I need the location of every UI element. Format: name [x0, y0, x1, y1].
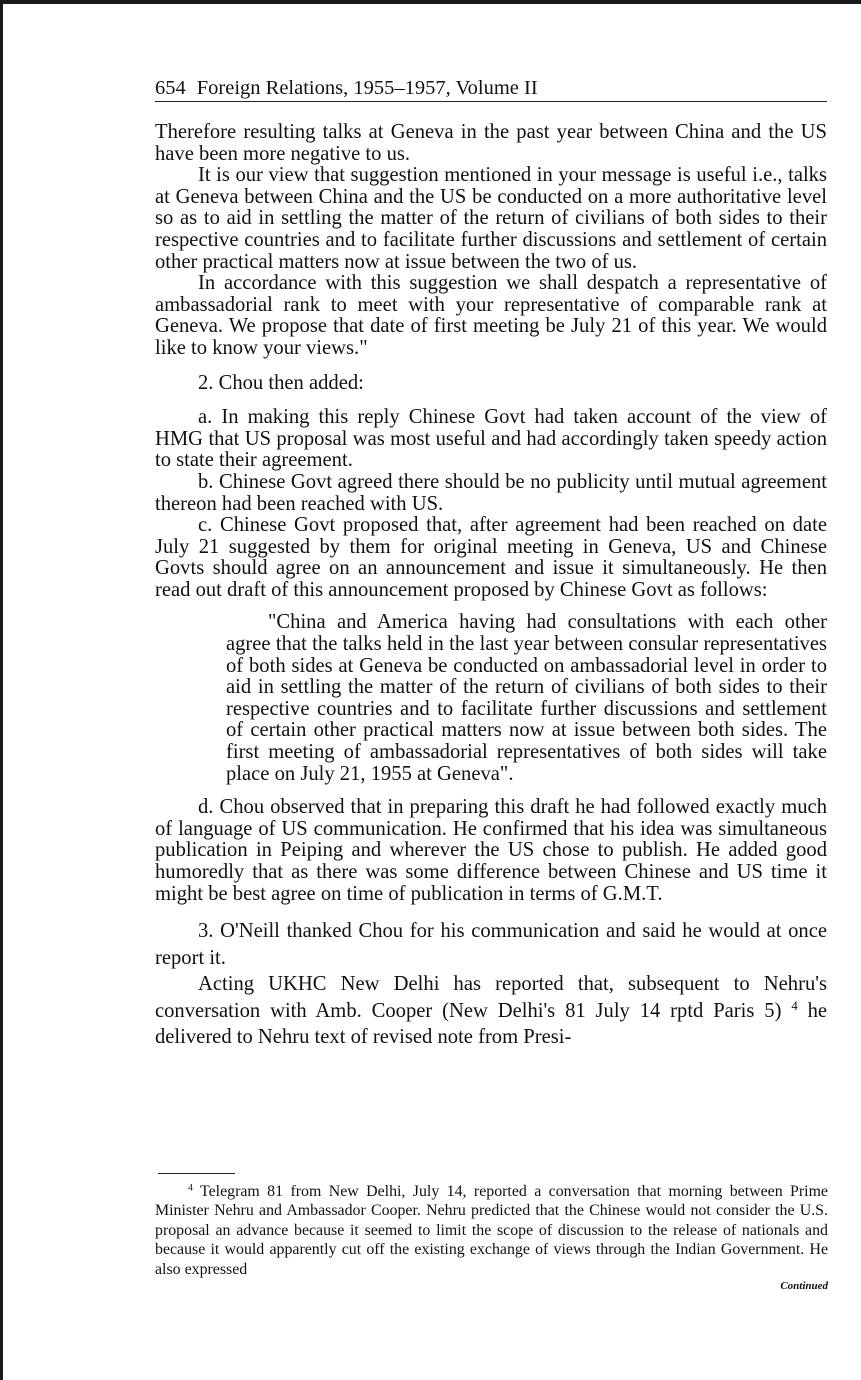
closing-block — [155, 918, 827, 1051]
list-item-a: a. In making this reply Chinese Govt had taken account of the view of HMG that US proposal was most useful and had accordingly taken speedy action to state their agreement. — [155, 406, 827, 472]
page-number: 654 — [155, 77, 186, 99]
paragraph: In accordance with this suggestion we shall despatch a representative of ambassadorial rank to meet with your representative of comparable rank at Geneva. We propose that date of first meeting be July 21 of this year. We would like to know your views." — [155, 272, 827, 359]
footnote-marker: 4 — [188, 1182, 193, 1194]
footnotes — [155, 1182, 828, 1292]
paragraph: It is our view that suggestion mentioned in your message is useful i.e., talks at Geneva between China and the US be conducted on a more authoritative level so as to aid in settling the matter of the return of civilians of both sides to their respective countries and to facilitate further discussions and settlement of certain other practical matters now at issue between the two of us. — [155, 164, 827, 273]
paragraph: Therefore resulting talks at Geneva in the past year between China and the US have been more negative to us. — [155, 121, 827, 165]
footnote-divider — [158, 1173, 235, 1174]
footnote-text: Telegram 81 from New Delhi, July 14, reported a conversation that morning between Prime Minister Nehru and Ambassador Cooper. Nehru predicted that the Chinese would not consider the U.S. proposal an advance because it seemed to limit the scope of discussion to the release of nationals and because it would apparently cut off the existing exchange of views through the Indian Government. He also expressed — [155, 1183, 828, 1278]
paragraph-text: he delivered to Nehru text of revised note from Presi- — [155, 999, 828, 1049]
footnote — [155, 1182, 828, 1279]
page-edge-left — [0, 0, 3, 1380]
publication-title: Foreign Relations, 1955–1957, Volume II — [196, 77, 538, 99]
paragraph-text: Acting UKHC New Delhi has reported that, subsequent to Nehru's conversation with Amb. Cooper (New Delhi's 81 July 14 rptd Paris 5) — [155, 973, 827, 1022]
body-text — [155, 122, 827, 1051]
continued-label: Continued — [780, 1280, 828, 1293]
numbered-paragraph-3: 3. O'Neill thanked Chou for his communication and said he would at once report it. — [155, 920, 827, 969]
running-head — [155, 76, 827, 102]
list-item-d: d. Chou observed that in preparing this draft he had followed exactly much of language of US communication. He confirmed that his idea was simultaneous publication in Peiping and wherever the US chose to publish. He added good humoredly that as there was some difference between Chinese and US time it might be best agree on time of publication in terms of G.M.T. — [155, 796, 827, 905]
page-edge-top — [0, 0, 861, 4]
document-page — [155, 76, 827, 1051]
block-quote: "China and America having had consultations with each other agree that the talks held in the last year between consular representatives of both sides at Geneva be conducted on ambassadorial level in order to aid in settling the matter of the return of civilians of both sides to their respective countries and to facilitate further discussions and settlement of certain other practical matters now at issue between both sides. The first meeting of ambassadorial representatives of both sides will take place on July 21, 1955 at Geneva". — [226, 611, 827, 785]
list-item-b: b. Chinese Govt agreed there should be no publicity until mutual agreement thereon had been reached with US. — [155, 470, 827, 515]
paragraph — [155, 971, 827, 1051]
footnote-reference: 4 — [791, 998, 798, 1013]
list-item-c: c. Chinese Govt proposed that, after agreement had been reached on date July 21 suggested by them for original meeting in Geneva, US and Chinese Govts should agree on an announcement and issue it simultaneously. He then read out draft of this announcement proposed by Chinese Govt as follows: — [155, 514, 827, 601]
numbered-paragraph-2: 2. Chou then added: — [198, 371, 364, 394]
